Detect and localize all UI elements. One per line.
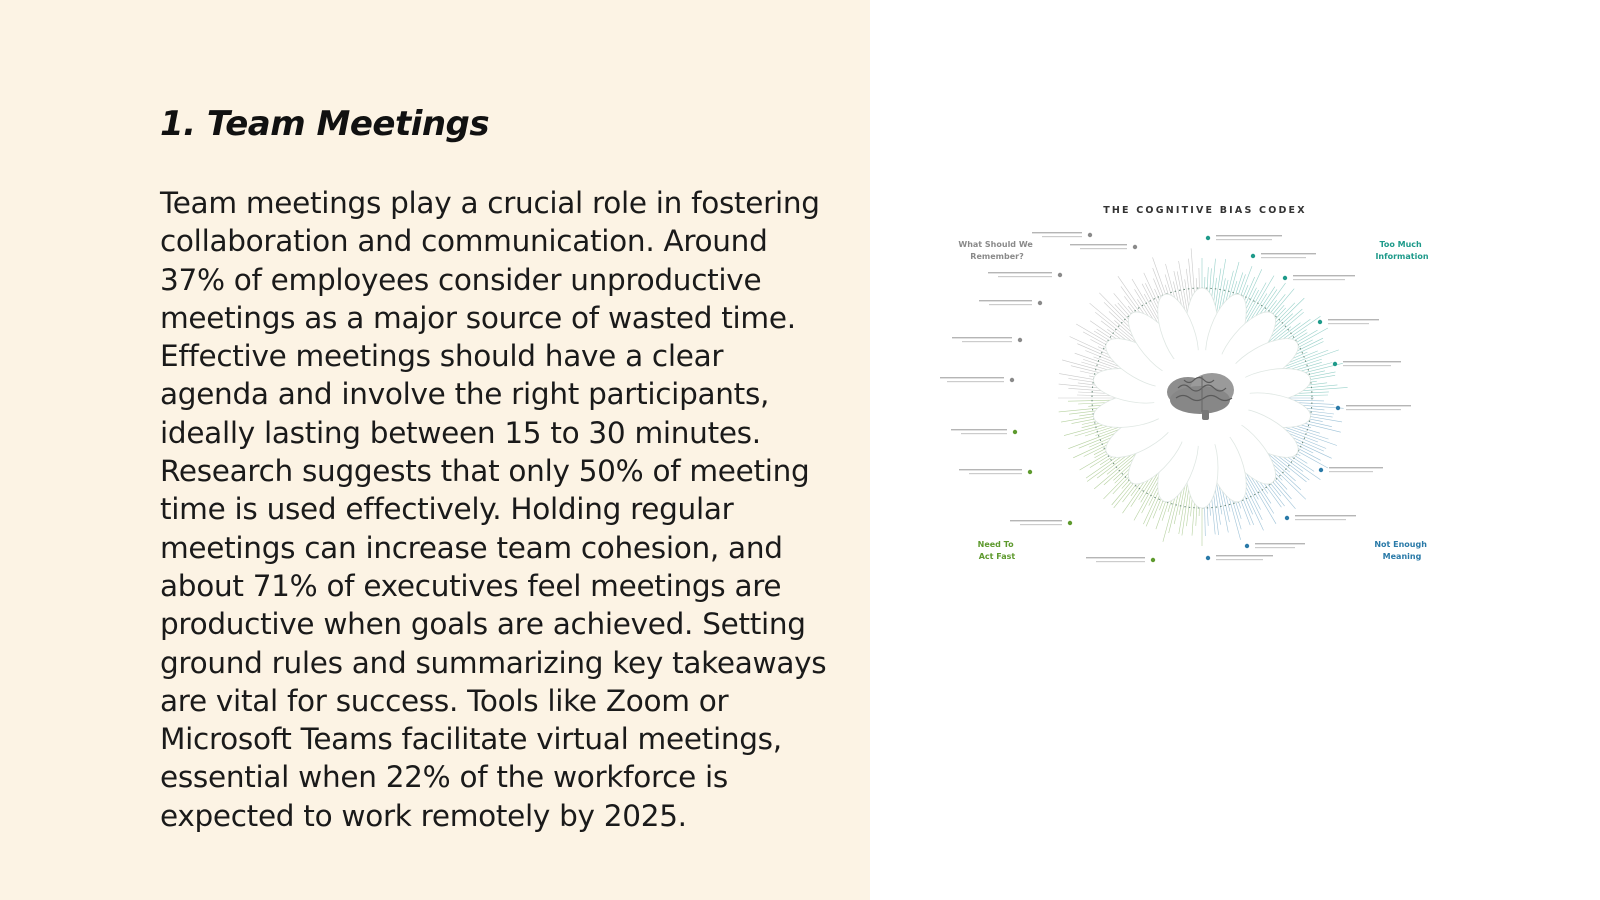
quadrant-label-act-fast: Need To Act Fast [977,540,1016,561]
cognitive-bias-codex-image [940,200,1460,590]
quadrant-label-information: Too Much Information [1375,240,1429,261]
quadrant-label-meaning: Not Enough Meaning [1374,540,1427,561]
quadrant-label-remember: What Should We Remember? [958,240,1033,261]
slide-body-text: Team meetings play a crucial role in fostering collaboration and communication. Around 37% of employees consider unproductive meetings as a major source of wasted time. Effective meetings should have a clear agenda and involve the right participants, ideally lasting between 15 to 30 minutes. Research suggests that only 50% of meeting time is used effectively. Holding regular meetings can increase team cohesion, and about 71% of executives feel meetings are productive when goals are achieved. Setting ground rules and summarizing key takeaways are vital for success. Tools like Zoom or Microsoft Teams facilitate virtual meetings, essential when 22% of the workforce is expected to work remotely by 2025. [160,186,827,833]
slide-title: 1. Team Meetings [160,104,490,144]
codex-title: THE COGNITIVE BIAS CODEX [1103,205,1307,216]
codex-graphic [940,200,1460,590]
